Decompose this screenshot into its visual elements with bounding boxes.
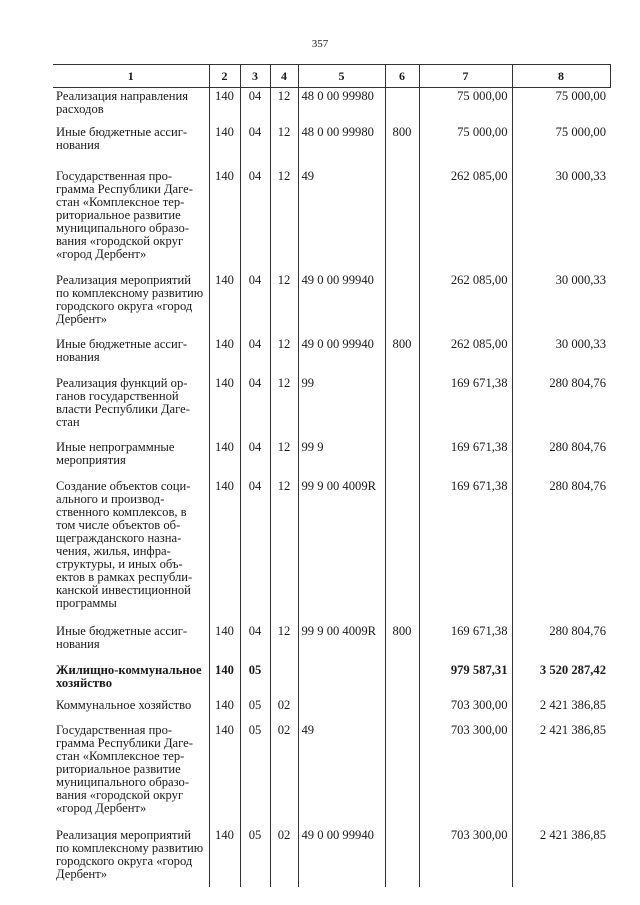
cell-c6: 800 [385, 623, 419, 662]
cell-c7: 75 000,00 [419, 88, 512, 124]
cell-c2: 140 [209, 623, 240, 662]
cell-c8: 30 000,33 [512, 168, 610, 272]
cell-c3: 04 [240, 336, 270, 375]
cell-c2: 140 [209, 722, 240, 827]
cell-c6: 800 [385, 124, 419, 168]
cell-c3: 05 [240, 722, 270, 827]
column-header: 7 [419, 65, 512, 88]
cell-c6 [385, 88, 419, 124]
cell-c3: 04 [240, 168, 270, 272]
column-header: 8 [512, 65, 610, 88]
cell-c5: 48 0 00 99980 [298, 88, 385, 124]
cell-c8: 30 000,33 [512, 336, 610, 375]
row-label: Государственная программа Республики Дагестан «Комплексное территориальное развитие муниципального образования «городской округ «город Дербент» [56, 722, 193, 815]
cell-c3: 04 [240, 478, 270, 623]
column-header: 1 [53, 65, 209, 88]
cell-c7: 169 671,38 [419, 439, 512, 478]
cell-c8: 75 000,00 [512, 88, 610, 124]
cell-c8: 2 421 386,85 [512, 722, 610, 827]
row-label: Иные бюджетные ассигнования [56, 623, 188, 651]
row-label: Реализация направления расходов [56, 89, 189, 116]
cell-c6: 800 [385, 336, 419, 375]
column-header: 5 [298, 65, 385, 88]
row-label: Государственная программа Республики Дагестан «Комплексное территориальное развитие муниципального образования «городской округ «город Дербент» [56, 168, 193, 261]
cell-c4 [270, 662, 298, 697]
cell-c4: 12 [270, 623, 298, 662]
cell-c2: 140 [209, 272, 240, 336]
cell-c7: 75 000,00 [419, 124, 512, 168]
cell-c6 [385, 375, 419, 439]
table-row [53, 88, 610, 124]
cell-c4: 12 [270, 272, 298, 336]
cell-c6 [385, 722, 419, 827]
table-row [53, 336, 610, 375]
cell-c2: 140 [209, 662, 240, 697]
column-header: 2 [209, 65, 240, 88]
cell-c8: 280 804,76 [512, 439, 610, 478]
cell-c7: 262 085,00 [419, 336, 512, 375]
row-label: Жилищно-коммунальное хозяйство [56, 662, 202, 690]
cell-c4: 12 [270, 168, 298, 272]
table-body [53, 88, 610, 887]
cell-c2: 140 [209, 827, 240, 887]
cell-c5: 49 0 00 99940 [298, 272, 385, 336]
cell-c5: 48 0 00 99980 [298, 124, 385, 168]
cell-c8: 2 421 386,85 [512, 827, 610, 887]
column-header: 6 [385, 65, 419, 88]
cell-c7: 169 671,38 [419, 375, 512, 439]
cell-c8: 3 520 287,42 [512, 662, 610, 697]
cell-c4: 02 [270, 722, 298, 827]
cell-c6 [385, 439, 419, 478]
cell-c4: 12 [270, 124, 298, 168]
cell-c7: 262 085,00 [419, 168, 512, 272]
cell-c3: 05 [240, 662, 270, 697]
cell-c7: 979 587,31 [419, 662, 512, 697]
cell-c8: 280 804,76 [512, 375, 610, 439]
cell-c2: 140 [209, 439, 240, 478]
table-header-row [53, 65, 610, 88]
cell-c5: 99 9 [298, 439, 385, 478]
cell-c5: 49 0 00 99940 [298, 336, 385, 375]
cell-c6 [385, 827, 419, 887]
cell-c3: 05 [240, 697, 270, 722]
row-label: Реализация мероприятий по комплексному развитию городского округа «город Дербент» [56, 827, 204, 881]
cell-c4: 12 [270, 439, 298, 478]
cell-c3: 05 [240, 827, 270, 887]
cell-c7: 169 671,38 [419, 623, 512, 662]
table-row [53, 827, 610, 887]
cell-c2: 140 [209, 697, 240, 722]
table-row [53, 124, 610, 168]
cell-c5: 49 [298, 722, 385, 827]
cell-c4: 12 [270, 336, 298, 375]
row-label: Коммунальное хозяйство [56, 697, 192, 712]
cell-c3: 04 [240, 623, 270, 662]
row-label: Реализация функций органов государственной власти Республики Дагестан [56, 375, 190, 429]
cell-c6 [385, 478, 419, 623]
cell-c7: 262 085,00 [419, 272, 512, 336]
cell-c3: 04 [240, 439, 270, 478]
cell-c3: 04 [240, 375, 270, 439]
cell-c7: 703 300,00 [419, 722, 512, 827]
row-label: Иные бюджетные ассигнования [56, 336, 188, 364]
row-label: Иные бюджетные ассигнования [56, 124, 188, 152]
cell-c5: 99 [298, 375, 385, 439]
cell-c3: 04 [240, 124, 270, 168]
row-label: Реализация мероприятий по комплексному развитию городского округа «город Дербент» [56, 272, 204, 326]
cell-c5 [298, 697, 385, 722]
cell-c2: 140 [209, 478, 240, 623]
cell-c6 [385, 272, 419, 336]
page-number: 357 [311, 38, 329, 50]
cell-c5: 49 0 00 99940 [298, 827, 385, 887]
table-row [53, 722, 610, 827]
table-row [53, 375, 610, 439]
cell-c4: 02 [270, 697, 298, 722]
column-header: 4 [270, 65, 298, 88]
cell-c7: 703 300,00 [419, 697, 512, 722]
cell-c6 [385, 168, 419, 272]
cell-c4: 02 [270, 827, 298, 887]
cell-c7: 169 671,38 [419, 478, 512, 623]
cell-c2: 140 [209, 88, 240, 124]
table-row [53, 697, 610, 722]
cell-c6 [385, 697, 419, 722]
cell-c8: 280 804,76 [512, 478, 610, 623]
cell-c5: 99 9 00 4009R [298, 478, 385, 623]
row-label: Иные непрограммные мероприятия [56, 439, 175, 467]
table-row [53, 478, 610, 623]
cell-c5: 49 [298, 168, 385, 272]
cell-c8: 280 804,76 [512, 623, 610, 662]
row-label: Создание объектов социального и производственного комплексов, в том числе объектов общегражданского назначения, жилья, инфраструктуры, и иных объектов в рамках республиканской инвестиционной программы [56, 478, 193, 610]
cell-c3: 04 [240, 272, 270, 336]
cell-c2: 140 [209, 375, 240, 439]
table-row [53, 439, 610, 478]
cell-c8: 30 000,33 [512, 272, 610, 336]
cell-c2: 140 [209, 336, 240, 375]
cell-c7: 703 300,00 [419, 827, 512, 887]
table-row [53, 168, 610, 272]
cell-c8: 75 000,00 [512, 124, 610, 168]
table-row [53, 272, 610, 336]
cell-c4: 12 [270, 478, 298, 623]
cell-c8: 2 421 386,85 [512, 697, 610, 722]
cell-c4: 12 [270, 375, 298, 439]
cell-c4: 12 [270, 88, 298, 124]
table-row [53, 662, 610, 697]
cell-c6 [385, 662, 419, 697]
table-row [53, 623, 610, 662]
budget-table [53, 64, 611, 887]
cell-c5: 99 9 00 4009R [298, 623, 385, 662]
column-header: 3 [240, 65, 270, 88]
cell-c5 [298, 662, 385, 697]
cell-c3: 04 [240, 88, 270, 124]
cell-c2: 140 [209, 124, 240, 168]
cell-c2: 140 [209, 168, 240, 272]
